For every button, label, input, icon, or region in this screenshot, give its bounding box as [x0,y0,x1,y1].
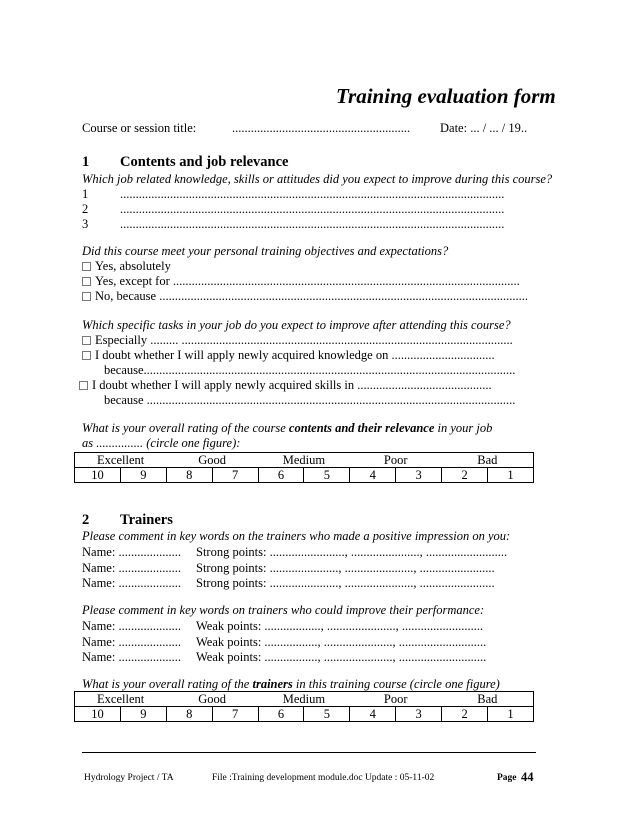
section2-rating-question: What is your overall rating of the trainers in this training course (circle one figure) [82,677,500,691]
section1-question-3: Which specific tasks in your job do you expect to improve after attending this course? [82,318,511,332]
strong-points-1[interactable]: Strong points: ........................, ......................, .......................... [196,545,508,559]
checkbox-icon[interactable] [79,381,88,390]
rating-score[interactable]: 3 [396,468,442,483]
rating-label-poor: Poor [350,453,442,468]
answer-line-2[interactable]: ........................................................................................................................... [120,202,505,216]
rating-label-good: Good [166,453,258,468]
doubt-knowledge-because[interactable]: because....................................................................................................................... [104,363,516,377]
strong-name-2[interactable]: Name: .................... [82,561,181,575]
strong-name-3[interactable]: Name: .................... [82,576,181,590]
rating-score[interactable]: 4 [350,707,396,722]
footer-page-number: 44 [521,770,534,784]
checkbox-icon[interactable] [82,292,91,301]
rating-score[interactable]: 3 [396,707,442,722]
weak-points-2[interactable]: Weak points: ................., ......................, ............................ [196,635,487,649]
date-field[interactable]: Date: ... / ... / 19.. [440,121,528,135]
rating-table-1 [74,452,534,483]
footer-page-label: Page [497,773,517,783]
weak-name-1[interactable]: Name: .................... [82,619,181,633]
weak-points-1[interactable]: Weak points: .................., ......................, .......................... [196,619,484,633]
rating-score[interactable]: 1 [488,707,534,722]
rating-label-excellent: Excellent [75,453,167,468]
rating-label-poor: Poor [350,692,442,707]
rating-score[interactable]: 7 [212,707,258,722]
rating-score[interactable]: 1 [488,468,534,483]
answer-line-1[interactable]: ........................................................................................................................... [120,187,505,201]
rating-label-good: Good [166,692,258,707]
answer-line-3[interactable]: ........................................................................................................................... [120,217,505,231]
weak-name-2[interactable]: Name: .................... [82,635,181,649]
weak-points-3[interactable]: Weak points: ................., ......................, ............................ [196,650,487,664]
course-title-label: Course or session title: [82,121,197,135]
rating-score[interactable]: 5 [304,707,350,722]
answer-line-3-number: 3 [82,217,89,231]
rating-label-bad: Bad [442,453,534,468]
footer-file-info: File :Training development module.doc Update : 05-11-02 [212,773,435,783]
answer-line-2-number: 2 [82,202,89,216]
section1-rating-question-line2: as ............... (circle one figure): [82,436,241,450]
section1-question-2: Did this course meet your personal training objectives and expectations? [82,244,449,258]
strong-points-3[interactable]: Strong points: ......................, ......................, ........................ [196,576,495,590]
section1-number: 1 [82,154,90,170]
checkbox-icon[interactable] [82,336,91,345]
option-no-because[interactable]: No, because ...................................................................................................................... [82,289,528,304]
section2-question-2: Please comment in key words on trainers who could improve their performance: [82,603,485,617]
rating-score[interactable]: 10 [75,707,121,722]
rating-score[interactable]: 2 [442,707,488,722]
strong-points-2[interactable]: Strong points: ......................, ......................, ........................ [196,561,495,575]
rating-table-2 [74,691,534,722]
rating-score[interactable]: 7 [212,468,258,483]
course-title-field[interactable]: ......................................................... [232,121,411,135]
section1-heading: Contents and job relevance [120,154,289,170]
rating-label-medium: Medium [258,453,350,468]
section1-question-1: Which job related knowledge, skills or attitudes did you expect to improve during this course? [82,172,553,186]
option-doubt-skills[interactable]: I doubt whether I will apply newly acquired skills in ........................................... [79,378,492,393]
section2-number: 2 [82,512,90,528]
form-title: Training evaluation form [336,84,556,108]
rating-score[interactable]: 10 [75,468,121,483]
section1-rating-question: What is your overall rating of the course contents and their relevance in your job [82,421,493,435]
rating-score[interactable]: 6 [258,707,304,722]
footer-project: Hydrology Project / TA [84,773,174,783]
checkbox-icon[interactable] [82,351,91,360]
answer-line-1-number: 1 [82,187,89,201]
rating-label-excellent: Excellent [75,692,167,707]
option-especially[interactable]: Especially ......... .......................................................................................................... [82,333,513,348]
rating-score[interactable]: 8 [166,707,212,722]
doubt-skills-because[interactable]: because ...................................................................................................................... [104,393,516,407]
rating-score[interactable]: 8 [166,468,212,483]
option-yes-except[interactable]: Yes, except for ............................................................................................................... [82,274,520,289]
rating-score[interactable]: 2 [442,468,488,483]
rating-score[interactable]: 9 [120,707,166,722]
weak-name-3[interactable]: Name: .................... [82,650,181,664]
strong-name-1[interactable]: Name: .................... [82,545,181,559]
footer-divider [82,752,536,753]
rating-score[interactable]: 5 [304,468,350,483]
checkbox-icon[interactable] [82,262,91,271]
rating-score[interactable]: 6 [258,468,304,483]
option-yes-absolutely[interactable]: Yes, absolutely [82,259,171,274]
rating-score[interactable]: 4 [350,468,396,483]
section2-question-1: Please comment in key words on the trainers who made a positive impression on you: [82,529,511,543]
rating-label-bad: Bad [442,692,534,707]
option-doubt-knowledge[interactable]: I doubt whether I will apply newly acquired knowledge on ................................. [82,348,495,363]
rating-score[interactable]: 9 [120,468,166,483]
checkbox-icon[interactable] [82,277,91,286]
rating-label-medium: Medium [258,692,350,707]
section2-heading: Trainers [120,512,173,528]
